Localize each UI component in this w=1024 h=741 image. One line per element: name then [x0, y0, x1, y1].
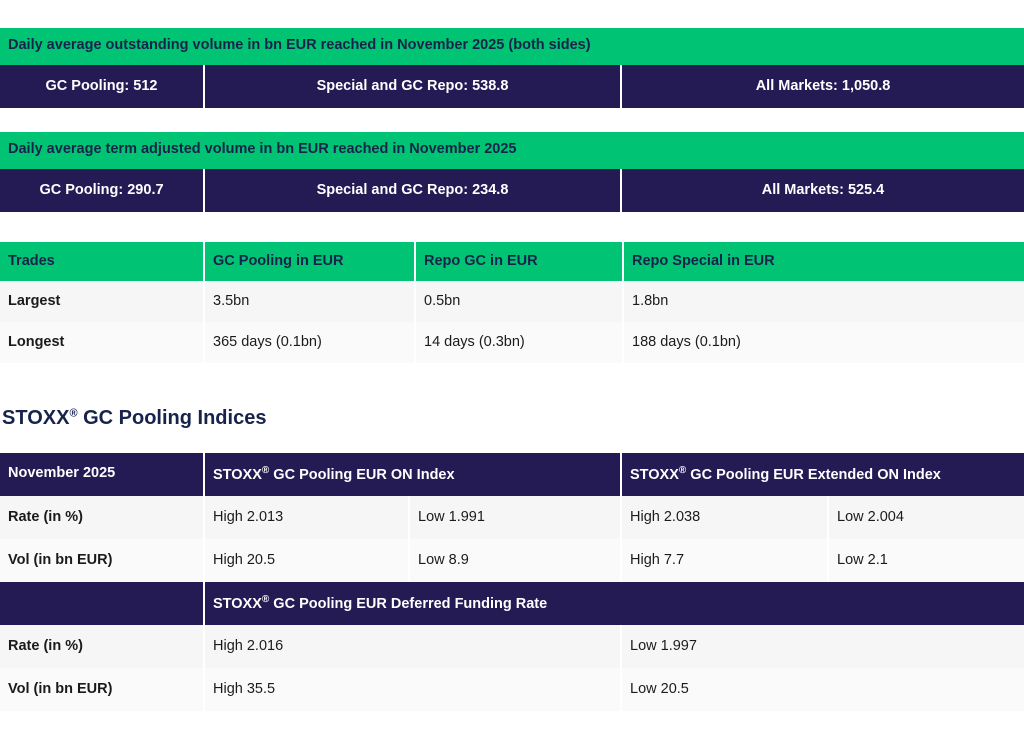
table-row	[0, 625, 1024, 668]
term-adjusted-special-gc-repo-cell: Special and GC Repo: 234.8	[205, 169, 622, 212]
table-row	[0, 539, 1024, 582]
trades-largest-gc-pooling: 3.5bn	[205, 281, 416, 322]
trades-table	[0, 242, 1024, 363]
indices-rate-on-low: Low 1.991	[410, 496, 622, 539]
table-row	[0, 281, 1024, 322]
indices-rate-on-high: High 2.013	[205, 496, 410, 539]
term-adjusted-volume-block	[0, 132, 1024, 212]
trades-header-repo-special: Repo Special in EUR	[632, 252, 775, 269]
registered-trademark-icon: ®	[678, 464, 687, 476]
trades-header-repo-gc: Repo GC in EUR	[416, 242, 624, 281]
outstanding-special-gc-repo-cell: Special and GC Repo: 538.8	[205, 65, 622, 108]
outstanding-gc-pooling-cell: GC Pooling: 512	[0, 65, 205, 108]
trades-header-trades: Trades	[0, 242, 205, 281]
deferred-funding-header-row	[0, 582, 1024, 625]
indices-vol-extended-low: Low 2.1	[837, 551, 888, 568]
registered-trademark-icon: ®	[261, 464, 270, 476]
indices-header-on-index	[205, 453, 622, 496]
deferred-rate-high: High 2.016	[205, 625, 622, 668]
deferred-header-spacer	[0, 582, 205, 625]
page-title-brand: STOXX	[2, 406, 70, 429]
deferred-rate-low: Low 1.997	[630, 637, 697, 654]
on-index-rest: GC Pooling EUR ON Index	[269, 466, 455, 483]
trades-row-label-longest: Longest	[0, 322, 205, 363]
indices-vol-on-high: High 20.5	[205, 539, 410, 582]
outstanding-all-markets-cell: All Markets: 1,050.8	[755, 77, 891, 94]
deferred-brand: STOXX	[213, 595, 262, 612]
deferred-row-label-rate: Rate (in %)	[0, 625, 205, 668]
table-row	[0, 496, 1024, 539]
indices-row-label-rate: Rate (in %)	[0, 496, 205, 539]
spacer-3	[0, 363, 1024, 407]
indices-header-extended-on-index	[622, 453, 1024, 496]
spacer-1	[0, 108, 1024, 132]
trades-longest-gc-pooling: 365 days (0.1bn)	[205, 322, 416, 363]
deferred-vol-low: Low 20.5	[630, 680, 689, 697]
term-adjusted-all-markets-cell: All Markets: 525.4	[761, 181, 885, 198]
deferred-header-rest: GC Pooling EUR Deferred Funding Rate	[269, 595, 548, 612]
indices-vol-on-low: Low 8.9	[410, 539, 622, 582]
trades-longest-repo-special: 188 days (0.1bn)	[632, 333, 741, 350]
indices-header-row	[0, 453, 1024, 496]
deferred-vol-high: High 35.5	[205, 668, 622, 711]
deferred-row-label-vol: Vol (in bn EUR)	[0, 668, 205, 711]
trades-header-gc-pooling: GC Pooling in EUR	[205, 242, 416, 281]
outstanding-volume-block	[0, 28, 1024, 108]
indices-vol-extended-high: High 7.7	[622, 539, 829, 582]
indices-header-period: November 2025	[0, 453, 205, 496]
registered-trademark-icon: ®	[69, 407, 78, 420]
outstanding-volume-values	[0, 65, 1024, 108]
registered-trademark-icon: ®	[261, 593, 270, 605]
table-row	[0, 322, 1024, 363]
trades-longest-repo-gc: 14 days (0.3bn)	[416, 322, 624, 363]
trades-largest-repo-gc: 0.5bn	[416, 281, 624, 322]
trades-row-label-largest: Largest	[0, 281, 205, 322]
spacer-2	[0, 212, 1024, 242]
indices-row-label-vol: Vol (in bn EUR)	[0, 539, 205, 582]
term-adjusted-heading: Daily average term adjusted volume in bn EUR reached in November 2025	[0, 132, 1024, 169]
outstanding-volume-heading: Daily average outstanding volume in bn EUR reached in November 2025 (both sides)	[0, 28, 1024, 65]
term-adjusted-gc-pooling-cell: GC Pooling: 290.7	[0, 169, 205, 212]
table-row	[0, 668, 1024, 711]
trades-largest-repo-special: 1.8bn	[632, 292, 669, 309]
page-title-rest: GC Pooling Indices	[77, 406, 267, 429]
deferred-funding-header	[205, 582, 1024, 625]
indices-table	[0, 453, 1024, 711]
term-adjusted-values	[0, 169, 1024, 212]
trades-table-header-row	[0, 242, 1024, 281]
page-title	[0, 407, 1024, 430]
on-index-brand: STOXX	[213, 466, 262, 483]
spacer-4	[0, 430, 1024, 453]
indices-rate-extended-low: Low 2.004	[837, 508, 904, 525]
extended-index-rest: GC Pooling EUR Extended ON Index	[686, 466, 941, 483]
extended-index-brand: STOXX	[630, 466, 679, 483]
indices-rate-extended-high: High 2.038	[622, 496, 829, 539]
